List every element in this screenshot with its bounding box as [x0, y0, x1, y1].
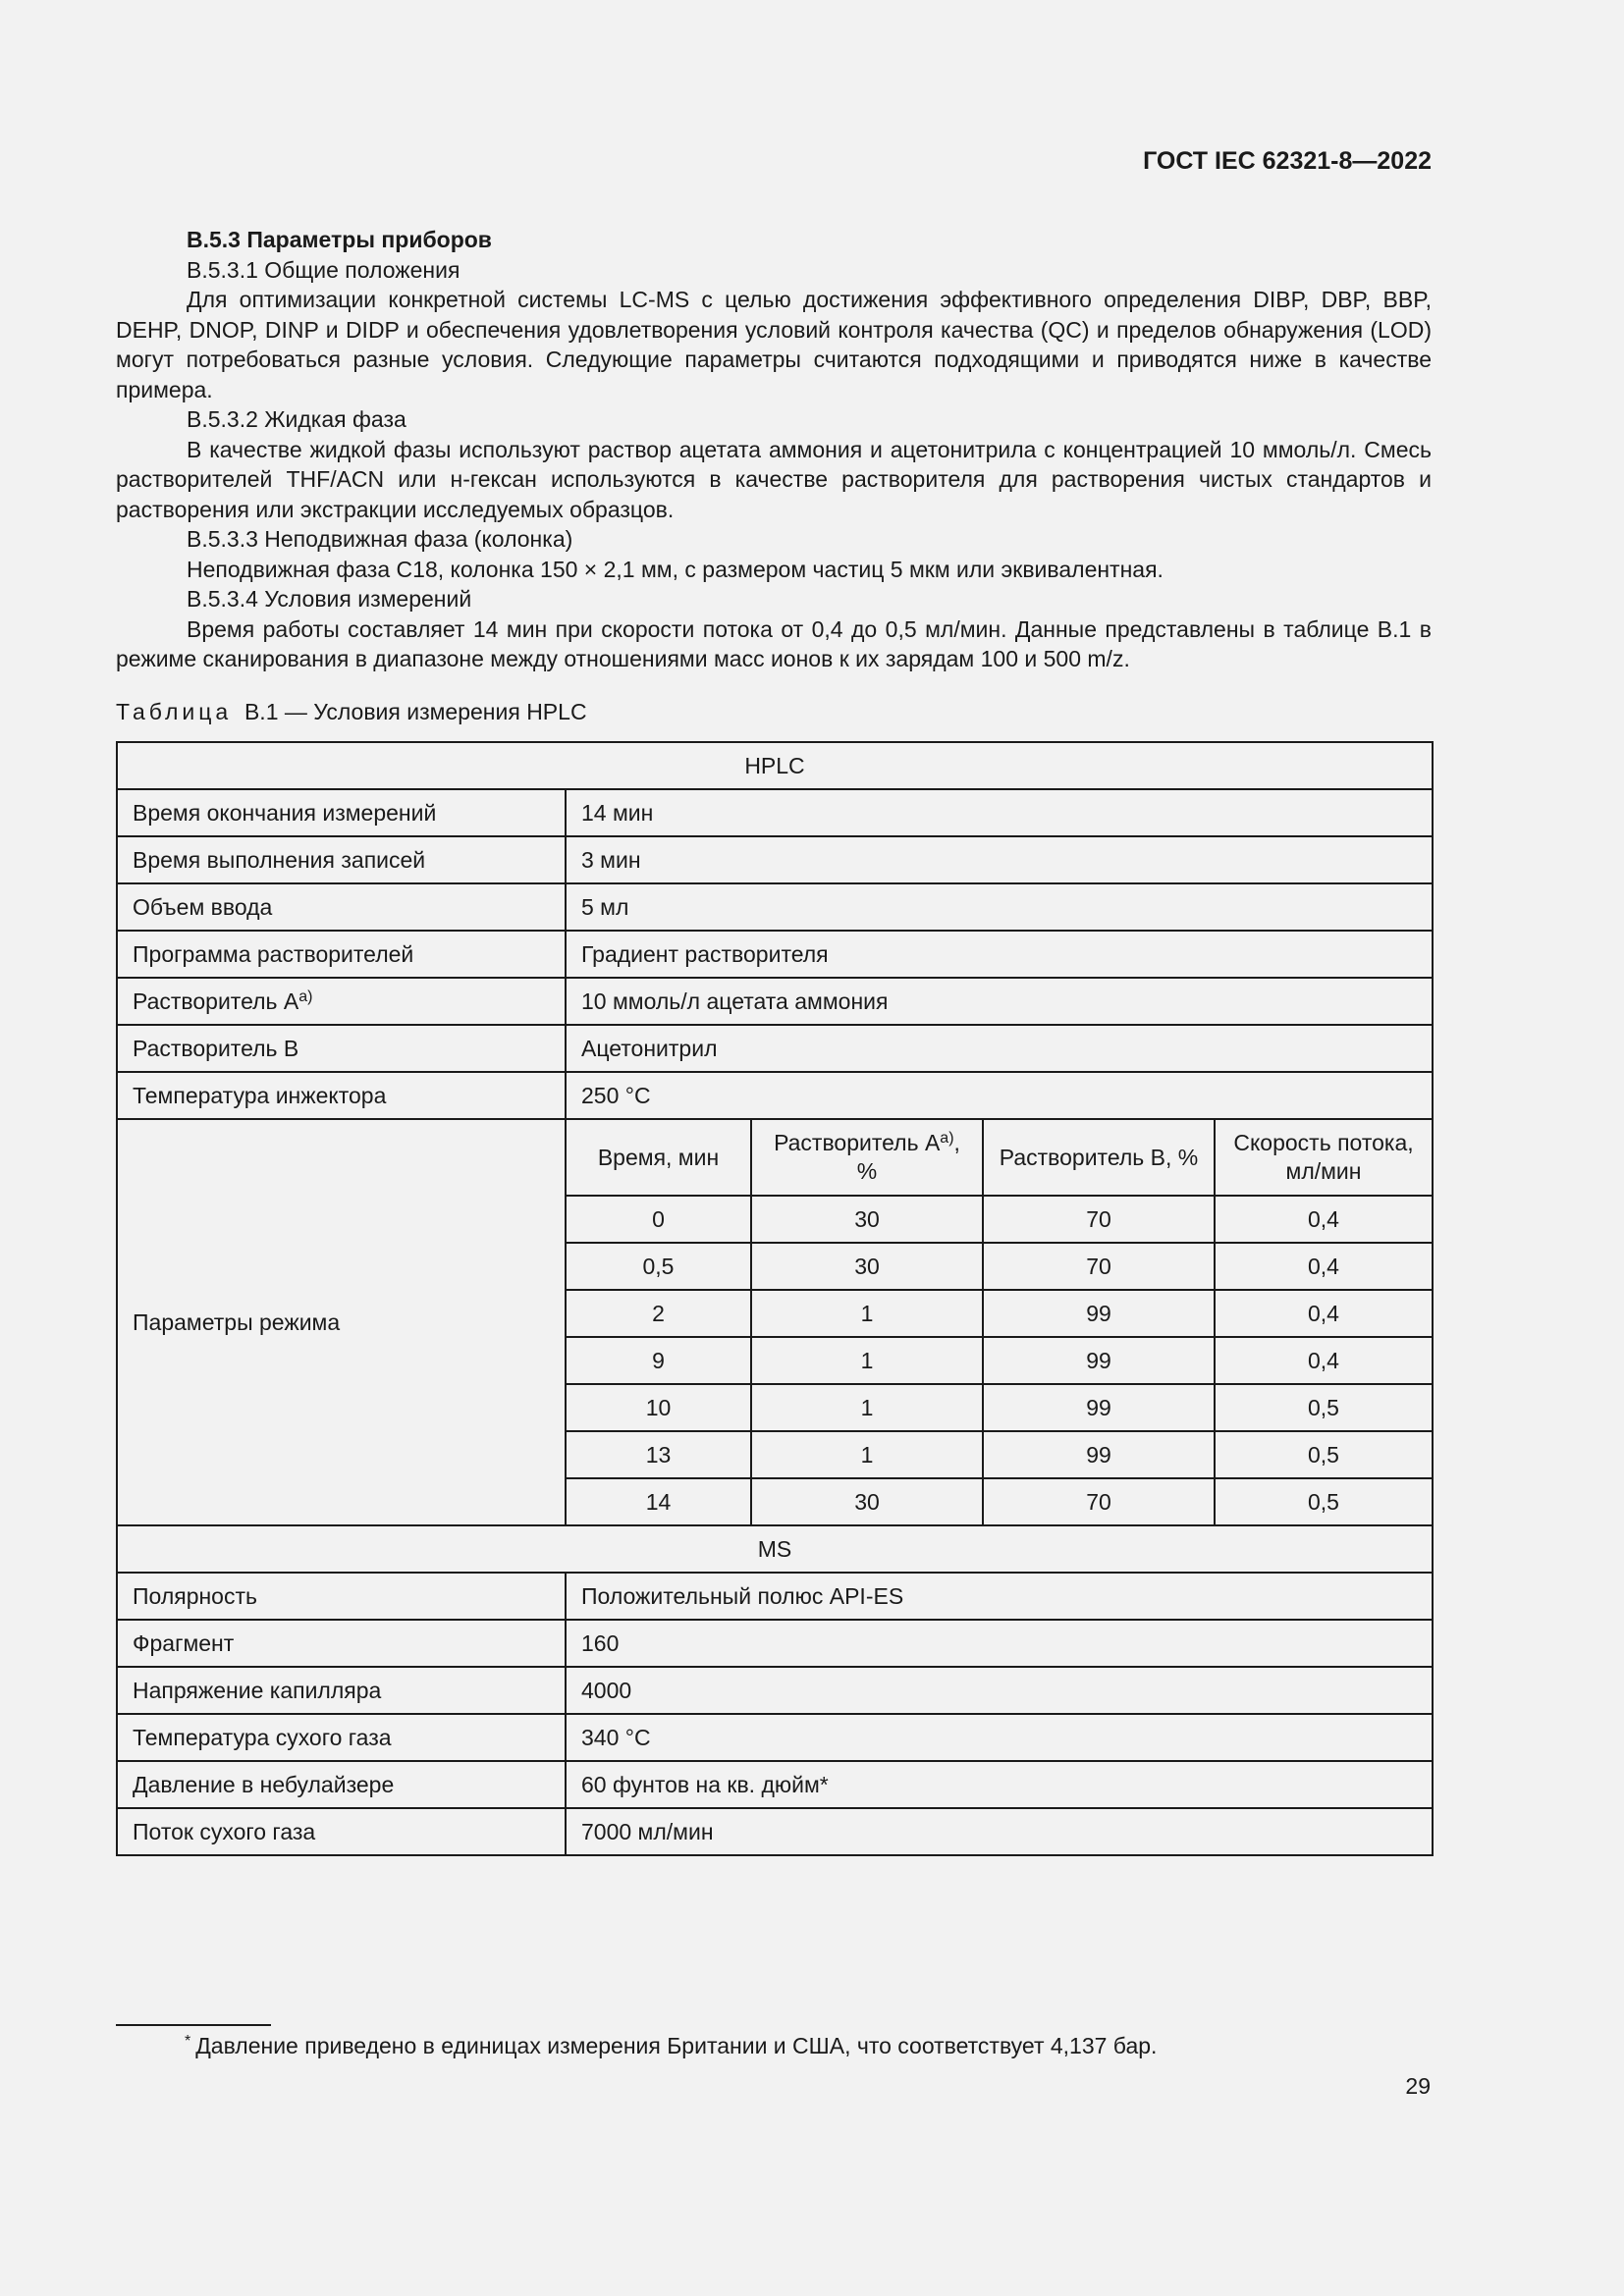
row-label-text: Объем ввода	[133, 893, 273, 920]
footnote	[185, 2033, 1157, 2059]
section-b534-text: Время работы составляет 14 мин при скорости потока от 0,4 до 0,5 мл/мин. Данные представлены в таблице B.1 в режиме сканирования в диапазоне между отношениями масс ионов к их зарядам 100 и 500 m/z.	[116, 615, 1432, 671]
col-header-flow-line1: Скорость потока,	[1233, 1130, 1414, 1155]
row-value: 10 ммоль/л ацетата аммония	[566, 978, 1433, 1025]
mode-cell-b: 70	[983, 1478, 1215, 1525]
row-label	[117, 931, 566, 978]
footnote-ref: a)	[940, 1130, 954, 1147]
mode-cell-a: 1	[751, 1290, 983, 1337]
table-row	[117, 1620, 1433, 1667]
row-label	[117, 836, 566, 883]
mode-cell-time: 13	[566, 1431, 751, 1478]
section-b532-text: В качестве жидкой фазы используют раствор ацетата аммония и ацетонитрила с концентрацией 10 ммоль/л. Смесь растворителей THF/ACN или н-гексан используются в качестве растворителя для растворения чистых стандартов и растворения или экстракции исследуемых образцов.	[116, 436, 1432, 522]
section-b531-title: B.5.3.1 Общие положения	[187, 256, 460, 283]
col-header-solvent-a-unit: %	[856, 1158, 878, 1184]
mode-cell-flow: 0,4	[1215, 1337, 1433, 1384]
table-caption	[116, 699, 587, 725]
document-code: ГОСТ IEC 62321-8—2022	[1143, 147, 1432, 175]
ms-header: MS	[117, 1525, 1433, 1573]
row-label	[117, 978, 566, 1025]
hplc-header-row	[117, 742, 1433, 789]
row-label	[117, 789, 566, 836]
mode-cell-flow: 0,4	[1215, 1290, 1433, 1337]
row-label: Фрагмент	[117, 1620, 566, 1667]
hplc-header: HPLC	[117, 742, 1433, 789]
footnote-separator	[116, 2024, 271, 2026]
row-value: 340 °C	[566, 1714, 1433, 1761]
page-number: 29	[1405, 2073, 1431, 2099]
col-header-time: Время, мин	[566, 1119, 751, 1196]
table-row	[117, 1761, 1433, 1808]
mode-cell-flow: 0,5	[1215, 1478, 1433, 1525]
row-label-text: Время окончания измерений	[133, 799, 437, 826]
mode-cell-a: 30	[751, 1478, 983, 1525]
row-label: Полярность	[117, 1573, 566, 1620]
col-header-flow	[1215, 1119, 1433, 1196]
mode-cell-time: 9	[566, 1337, 751, 1384]
hplc-conditions-table	[116, 741, 1434, 1856]
row-label-text: Температура инжектора	[133, 1082, 387, 1108]
row-label-text: Растворитель B	[133, 1035, 299, 1061]
section-b532-title: B.5.3.2 Жидкая фаза	[187, 406, 406, 432]
mode-cell-time: 0,5	[566, 1243, 751, 1290]
mode-cell-flow: 0,5	[1215, 1384, 1433, 1431]
table-row	[117, 1808, 1433, 1855]
mode-header-row	[117, 1119, 1433, 1196]
mode-cell-flow: 0,4	[1215, 1196, 1433, 1243]
table-row	[117, 1025, 1433, 1072]
table-row	[117, 1573, 1433, 1620]
mode-cell-a: 30	[751, 1243, 983, 1290]
table-row	[117, 1667, 1433, 1714]
table-row	[117, 931, 1433, 978]
row-value: 14 мин	[566, 789, 1433, 836]
section-b533-text: Неподвижная фаза C18, колонка 150 × 2,1 мм, с размером частиц 5 мкм или эквивалентная.	[187, 556, 1164, 582]
row-value: 3 мин	[566, 836, 1433, 883]
footnote-ref: a)	[298, 988, 313, 1005]
table-row	[117, 1072, 1433, 1119]
col-header-solvent-a-comma: ,	[953, 1130, 960, 1155]
ms-header-row	[117, 1525, 1433, 1573]
row-label: Температура сухого газа	[117, 1714, 566, 1761]
document-body	[116, 225, 1432, 674]
row-value: Градиент растворителя	[566, 931, 1433, 978]
row-label-text: Время выполнения записей	[133, 846, 426, 873]
mode-cell-b: 99	[983, 1431, 1215, 1478]
row-value: 60 фунтов на кв. дюйм*	[566, 1761, 1433, 1808]
mode-cell-b: 99	[983, 1337, 1215, 1384]
col-header-solvent-a-text: Растворитель A	[774, 1130, 941, 1155]
row-label	[117, 883, 566, 931]
mode-cell-a: 1	[751, 1384, 983, 1431]
mode-cell-b: 70	[983, 1243, 1215, 1290]
row-label: Напряжение капилляра	[117, 1667, 566, 1714]
table-row	[117, 883, 1433, 931]
col-header-flow-line2: мл/мин	[1285, 1158, 1362, 1184]
row-label	[117, 1025, 566, 1072]
col-header-solvent-b: Растворитель B, %	[983, 1119, 1215, 1196]
section-b53-title: B.5.3 Параметры приборов	[187, 227, 492, 252]
row-value: 160	[566, 1620, 1433, 1667]
mode-cell-a: 30	[751, 1196, 983, 1243]
row-label-text: Программа растворителей	[133, 940, 414, 967]
mode-cell-time: 0	[566, 1196, 751, 1243]
section-b534-title: B.5.3.4 Условия измерений	[187, 586, 472, 612]
mode-cell-b: 70	[983, 1196, 1215, 1243]
mode-cell-b: 99	[983, 1384, 1215, 1431]
table-row	[117, 836, 1433, 883]
mode-cell-time: 2	[566, 1290, 751, 1337]
mode-cell-a: 1	[751, 1337, 983, 1384]
mode-cell-time: 10	[566, 1384, 751, 1431]
row-value: Положительный полюс API-ES	[566, 1573, 1433, 1620]
row-value: 250 °C	[566, 1072, 1433, 1119]
table-row	[117, 978, 1433, 1025]
row-label-text: Растворитель A	[133, 988, 299, 1014]
section-b533-title: B.5.3.3 Неподвижная фаза (колонка)	[187, 526, 573, 552]
footnote-marker: *	[185, 2033, 191, 2050]
mode-cell-time: 14	[566, 1478, 751, 1525]
row-value: 4000	[566, 1667, 1433, 1714]
footnote-text: Давление приведено в единицах измерения Британии и США, что соответствует 4,137 бар.	[195, 2033, 1158, 2058]
mode-cell-flow: 0,4	[1215, 1243, 1433, 1290]
mode-cell-flow: 0,5	[1215, 1431, 1433, 1478]
table-row	[117, 1714, 1433, 1761]
row-value: 7000 мл/мин	[566, 1808, 1433, 1855]
row-label: Поток сухого газа	[117, 1808, 566, 1855]
table-caption-title: B.1 — Условия измерения HPLC	[244, 699, 587, 724]
row-value: 5 мл	[566, 883, 1433, 931]
section-b531-text: Для оптимизации конкретной системы LC-MS с целью достижения эффективного определения DIBP, DBP, BBP, DEHP, DNOP, DINP и DIDP и обеспечения удовлетворения условий контроля качества (QC) и пределов обнаружения (LOD) могут потребоваться разные условия. Следующие параметры считаются подходящими и приводятся ниже в качестве примера.	[116, 287, 1432, 402]
row-label: Давление в небулайзере	[117, 1761, 566, 1808]
col-header-solvent-a	[751, 1119, 983, 1196]
mode-cell-a: 1	[751, 1431, 983, 1478]
row-label	[117, 1072, 566, 1119]
mode-cell-b: 99	[983, 1290, 1215, 1337]
table-caption-word: Таблица	[116, 699, 233, 724]
mode-label: Параметры режима	[117, 1119, 566, 1525]
table-row	[117, 789, 1433, 836]
row-value: Ацетонитрил	[566, 1025, 1433, 1072]
